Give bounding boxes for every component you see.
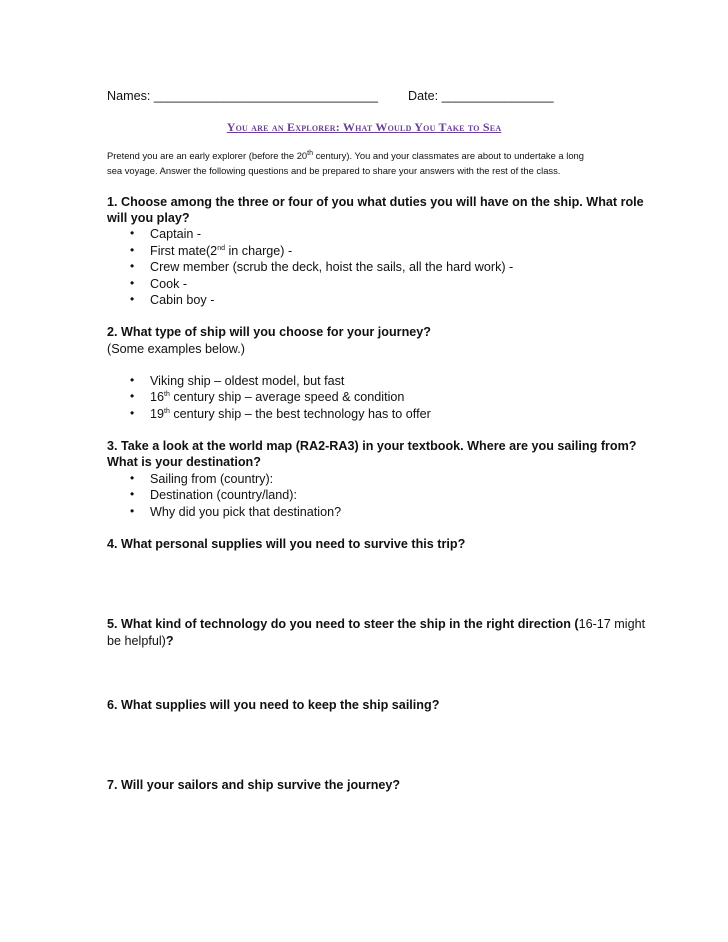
- intro-line-1: Pretend you are an early explorer (before the 20th century). You and your classmates are about to undertake a long: [107, 149, 584, 161]
- bullet-icon: •: [130, 471, 135, 485]
- list-item: 19th century ship – the best technology has to offer: [150, 407, 431, 421]
- list-item: 16th century ship – average speed & condition: [150, 390, 405, 404]
- list-item: Viking ship – oldest model, but fast: [150, 374, 345, 388]
- question-1-line-2: will you play?: [107, 211, 190, 225]
- bullet-icon: •: [130, 259, 135, 273]
- names-field: Names: ________________________________: [107, 89, 379, 103]
- question-2-line-2: (Some examples below.): [107, 342, 245, 356]
- question-7: 7. Will your sailors and ship survive the journey?: [107, 778, 401, 792]
- bullet-icon: •: [130, 276, 135, 290]
- bullet-icon: •: [130, 389, 135, 403]
- list-item: Crew member (scrub the deck, hoist the sails, all the hard work) -: [150, 260, 514, 274]
- list-item: Destination (country/land):: [150, 488, 297, 502]
- bullet-icon: •: [130, 406, 135, 420]
- list-item: Sailing from (country):: [150, 472, 274, 486]
- list-item: First mate(2nd in charge) -: [150, 244, 293, 258]
- question-3-line-1: 3. Take a look at the world map (RA2-RA3) in your textbook. Where are you sailing from?: [107, 439, 637, 453]
- bullet-icon: •: [130, 226, 135, 240]
- question-5-line-1: 5. What kind of technology do you need to steer the ship in the right direction (16-17 might: [107, 617, 646, 631]
- bullet-icon: •: [130, 292, 135, 306]
- list-item: Cabin boy -: [150, 293, 215, 307]
- bullet-icon: •: [130, 243, 135, 257]
- question-5-line-2: be helpful)?: [107, 634, 174, 648]
- question-4: 4. What personal supplies will you need to survive this trip?: [107, 537, 466, 551]
- page-title: You are an Explorer: What Would You Take to Sea: [226, 120, 502, 134]
- bullet-icon: •: [130, 487, 135, 501]
- bullet-icon: •: [130, 504, 135, 518]
- date-field: Date: ________________: [408, 89, 554, 103]
- list-item: Cook -: [150, 277, 188, 291]
- question-6: 6. What supplies will you need to keep the ship sailing?: [107, 698, 440, 712]
- list-item: Why did you pick that destination?: [150, 505, 342, 519]
- bullet-icon: •: [130, 373, 135, 387]
- question-3-line-2: What is your destination?: [107, 455, 261, 469]
- intro-line-2: sea voyage. Answer the following questions and be prepared to share your answers with the rest of the class.: [107, 165, 561, 176]
- question-1-line-1: 1. Choose among the three or four of you what duties you will have on the ship. What role: [107, 195, 644, 209]
- list-item: Captain -: [150, 227, 202, 241]
- question-2-line-1: 2. What type of ship will you choose for your journey?: [107, 325, 431, 339]
